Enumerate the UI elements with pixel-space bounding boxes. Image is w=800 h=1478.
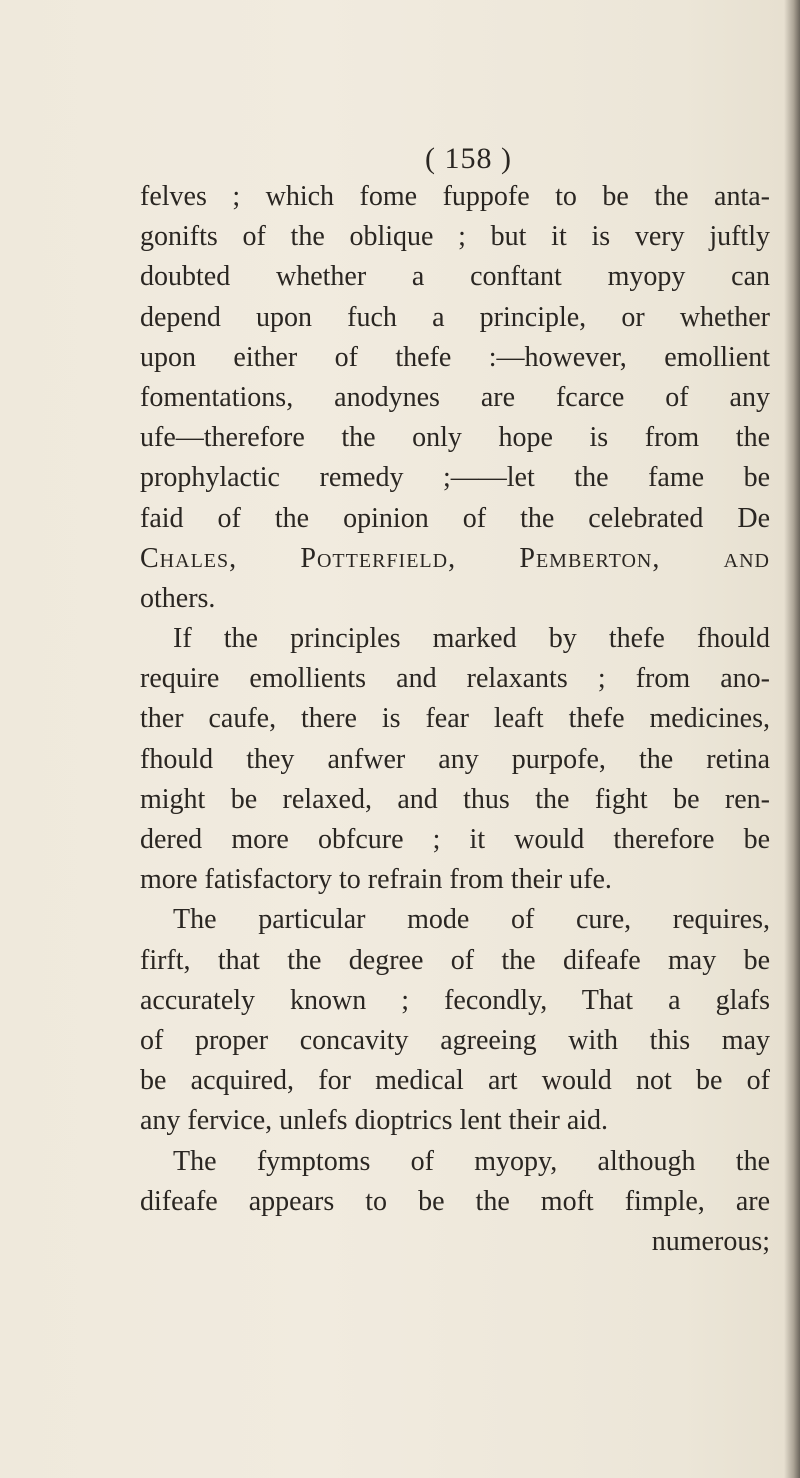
catchword: numerous; bbox=[651, 1225, 770, 1257]
text-line: depend upon fuch a principle, or whether bbox=[140, 301, 770, 333]
text-line: ufe—therefore the only hope is from the bbox=[140, 422, 770, 454]
text-line: upon either of thefe :—however, emollient bbox=[140, 341, 770, 373]
paragraph-start: The particular mode of cure, requires, bbox=[173, 904, 770, 936]
text-line: firft, that the degree of the difeafe may be bbox=[140, 944, 770, 976]
text-line: doubted whether a conftant myopy can bbox=[140, 261, 770, 293]
page-number: ( 158 ) bbox=[425, 142, 512, 175]
page-edge-shadow bbox=[784, 0, 800, 1478]
text-line-names: Chales, Potterfield, Pemberton, and bbox=[140, 542, 770, 574]
text-line: be acquired, for medical art would not be of bbox=[140, 1065, 770, 1097]
paragraph-start: If the principles marked by thefe fhould bbox=[173, 623, 770, 655]
text-line: accurately known ; fecondly, That a glafs bbox=[140, 984, 770, 1016]
text-line: dered more obfcure ; it would therefore be bbox=[140, 824, 770, 855]
body-text bbox=[140, 177, 770, 1262]
text-line: difeafe appears to be the moft fimple, are bbox=[140, 1185, 770, 1217]
text-line: faid of the opinion of the celebrated De bbox=[140, 502, 770, 534]
text-line: more fatisfactory to refrain from their ufe. bbox=[140, 864, 612, 896]
text-line: fhould they anfwer any purpofe, the retina bbox=[140, 743, 770, 775]
text-line: of proper concavity agreeing with this may bbox=[140, 1024, 770, 1056]
text-line: any fervice, unlefs dioptrics lent their aid. bbox=[140, 1105, 609, 1137]
text-line: fomentations, anodynes are fcarce of any bbox=[140, 381, 770, 413]
text-line: gonifts of the oblique ; but it is very juftly bbox=[140, 221, 770, 253]
paragraph-start: The fymptoms of myopy, although the bbox=[173, 1145, 770, 1177]
text-line: ther caufe, there is fear leaft thefe medicines, bbox=[140, 703, 770, 735]
text-line: prophylactic remedy ;——let the fame be bbox=[140, 462, 770, 494]
text-line: might be relaxed, and thus the fight be ren- bbox=[140, 783, 770, 815]
text-line: felves ; which fome fuppofe to be the anta- bbox=[140, 181, 770, 212]
text-line: require emollients and relaxants ; from ano- bbox=[140, 663, 770, 695]
text-line: others. bbox=[140, 582, 216, 614]
